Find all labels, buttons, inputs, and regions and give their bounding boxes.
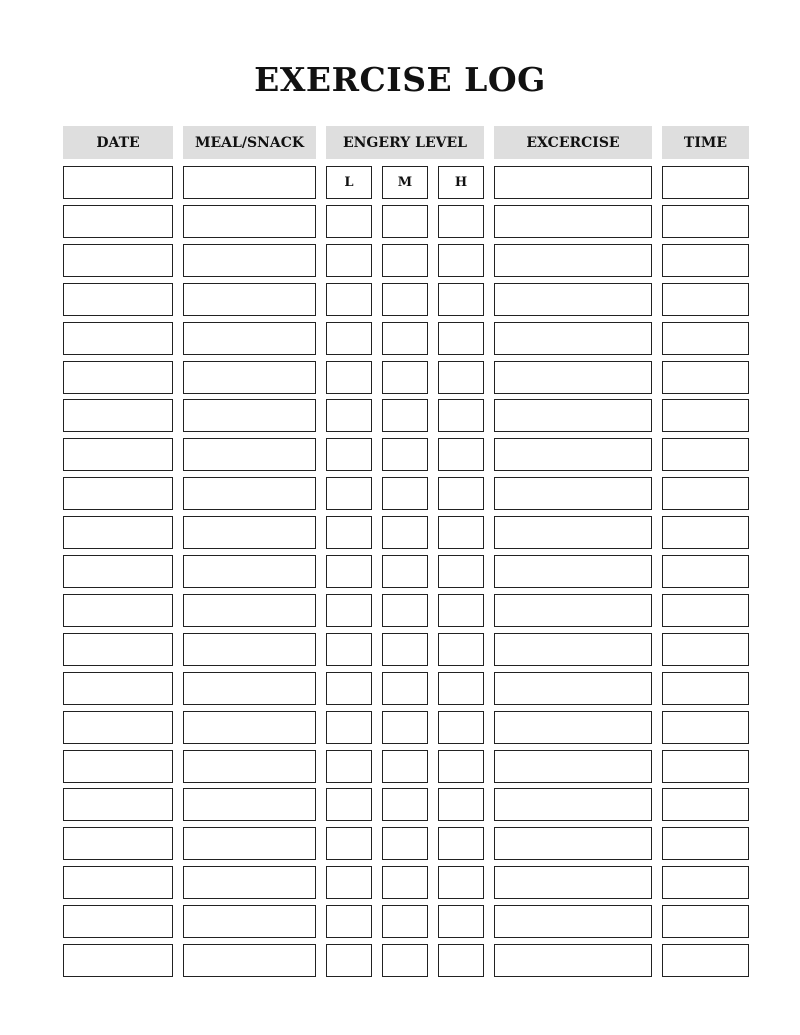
cell-energy-h[interactable] — [438, 244, 484, 277]
cell-energy-m[interactable] — [382, 633, 428, 666]
cell-energy-l[interactable] — [326, 477, 372, 510]
energy-level-label: M — [397, 175, 413, 190]
cell-meal-snack[interactable] — [183, 711, 316, 744]
cell-meal-snack[interactable] — [183, 827, 316, 860]
header-energy-level: ENGERY LEVEL — [326, 126, 484, 159]
cell-energy-m[interactable] — [382, 555, 428, 588]
cell-meal-snack[interactable] — [183, 205, 316, 238]
cell-energy-l[interactable] — [326, 322, 372, 355]
cell-date[interactable] — [63, 399, 173, 432]
cell-energy-m[interactable] — [382, 477, 428, 510]
cell-energy-m[interactable] — [382, 944, 428, 977]
cell-energy-h[interactable] — [438, 322, 484, 355]
cell-exercise[interactable] — [494, 827, 652, 860]
cell-energy-m[interactable] — [382, 205, 428, 238]
cell-meal-snack[interactable] — [183, 166, 316, 199]
cell-exercise[interactable] — [494, 750, 652, 783]
cell-energy-m[interactable] — [382, 750, 428, 783]
energy-level-label: H — [454, 175, 468, 190]
header-exercise: EXCERCISE — [494, 126, 652, 159]
cell-exercise[interactable] — [494, 322, 652, 355]
cell-exercise[interactable] — [494, 594, 652, 627]
cell-energy-l[interactable] — [326, 788, 372, 821]
cell-energy-h[interactable] — [438, 516, 484, 549]
cell-energy-h[interactable] — [438, 711, 484, 744]
cell-time[interactable] — [662, 244, 749, 277]
cell-meal-snack[interactable] — [183, 399, 316, 432]
cell-time[interactable] — [662, 166, 749, 199]
cell-date[interactable] — [63, 166, 173, 199]
cell-time[interactable] — [662, 516, 749, 549]
cell-time[interactable] — [662, 905, 749, 938]
cell-meal-snack[interactable] — [183, 672, 316, 705]
cell-time[interactable] — [662, 477, 749, 510]
header-date: DATE — [63, 126, 173, 159]
cell-meal-snack[interactable] — [183, 866, 316, 899]
cell-energy-l[interactable] — [326, 283, 372, 316]
cell-meal-snack[interactable] — [183, 594, 316, 627]
cell-energy-m[interactable] — [382, 516, 428, 549]
cell-energy-l[interactable] — [326, 399, 372, 432]
cell-energy-m[interactable] — [382, 283, 428, 316]
cell-energy-l[interactable] — [326, 516, 372, 549]
cell-time[interactable] — [662, 283, 749, 316]
cell-exercise[interactable] — [494, 399, 652, 432]
cell-date[interactable] — [63, 322, 173, 355]
cell-time[interactable] — [662, 322, 749, 355]
cell-energy-l[interactable] — [326, 672, 372, 705]
page-title: EXERCISE LOG — [254, 60, 546, 99]
cell-meal-snack[interactable] — [183, 361, 316, 394]
cell-energy-m[interactable] — [382, 827, 428, 860]
cell-time[interactable] — [662, 633, 749, 666]
cell-energy-m[interactable] — [382, 788, 428, 821]
cell-energy-m[interactable] — [382, 594, 428, 627]
cell-time[interactable] — [662, 788, 749, 821]
cell-date[interactable] — [63, 477, 173, 510]
cell-meal-snack[interactable] — [183, 905, 316, 938]
cell-meal-snack[interactable] — [183, 750, 316, 783]
cell-time[interactable] — [662, 866, 749, 899]
cell-time[interactable] — [662, 827, 749, 860]
cell-date[interactable] — [63, 205, 173, 238]
cell-exercise[interactable] — [494, 672, 652, 705]
cell-energy-h[interactable] — [438, 477, 484, 510]
cell-energy-m[interactable] — [382, 711, 428, 744]
cell-energy-m[interactable] — [382, 361, 428, 394]
cell-energy-h[interactable] — [438, 283, 484, 316]
cell-time[interactable] — [662, 361, 749, 394]
cell-energy-l[interactable] — [326, 944, 372, 977]
cell-meal-snack[interactable] — [183, 283, 316, 316]
cell-energy-h[interactable] — [438, 866, 484, 899]
cell-energy-h[interactable] — [438, 205, 484, 238]
cell-date[interactable] — [63, 711, 173, 744]
cell-energy-m[interactable] — [382, 244, 428, 277]
cell-exercise[interactable] — [494, 283, 652, 316]
cell-energy-l[interactable] — [326, 594, 372, 627]
cell-meal-snack[interactable] — [183, 788, 316, 821]
cell-time[interactable] — [662, 594, 749, 627]
cell-energy-l[interactable] — [326, 866, 372, 899]
cell-date[interactable] — [63, 866, 173, 899]
header-time: TIME — [662, 126, 749, 159]
cell-energy-h[interactable] — [438, 672, 484, 705]
cell-time[interactable] — [662, 438, 749, 471]
cell-time[interactable] — [662, 750, 749, 783]
cell-date[interactable] — [63, 944, 173, 977]
cell-energy-h[interactable] — [438, 827, 484, 860]
cell-energy-h[interactable] — [438, 399, 484, 432]
cell-energy-m[interactable] — [382, 438, 428, 471]
cell-time[interactable] — [662, 672, 749, 705]
cell-exercise[interactable] — [494, 788, 652, 821]
cell-energy-h[interactable] — [438, 438, 484, 471]
cell-date[interactable] — [63, 438, 173, 471]
cell-exercise[interactable] — [494, 438, 652, 471]
cell-energy-l[interactable] — [326, 711, 372, 744]
cell-time[interactable] — [662, 555, 749, 588]
cell-energy-h[interactable] — [438, 750, 484, 783]
cell-energy-l[interactable] — [326, 750, 372, 783]
cell-date[interactable] — [63, 827, 173, 860]
cell-date[interactable] — [63, 555, 173, 588]
cell-date[interactable] — [63, 750, 173, 783]
cell-energy-m[interactable] — [382, 905, 428, 938]
cell-date[interactable] — [63, 244, 173, 277]
cell-time[interactable] — [662, 711, 749, 744]
cell-date[interactable] — [63, 516, 173, 549]
cell-exercise[interactable] — [494, 516, 652, 549]
cell-energy-m[interactable] — [382, 866, 428, 899]
cell-meal-snack[interactable] — [183, 516, 316, 549]
cell-exercise[interactable] — [494, 361, 652, 394]
cell-energy-h[interactable] — [438, 555, 484, 588]
cell-energy-h[interactable] — [438, 788, 484, 821]
cell-date[interactable] — [63, 788, 173, 821]
cell-energy-h[interactable] — [438, 905, 484, 938]
cell-energy-l[interactable] — [326, 827, 372, 860]
cell-energy-h[interactable] — [438, 633, 484, 666]
cell-meal-snack[interactable] — [183, 555, 316, 588]
cell-meal-snack[interactable] — [183, 477, 316, 510]
cell-energy-h[interactable] — [438, 594, 484, 627]
cell-exercise[interactable] — [494, 166, 652, 199]
cell-energy-l[interactable] — [326, 244, 372, 277]
cell-energy-l[interactable] — [326, 905, 372, 938]
cell-exercise[interactable] — [494, 477, 652, 510]
cell-meal-snack[interactable] — [183, 438, 316, 471]
cell-date[interactable] — [63, 594, 173, 627]
cell-energy-m[interactable] — [382, 399, 428, 432]
cell-energy-l[interactable] — [326, 555, 372, 588]
cell-date[interactable] — [63, 672, 173, 705]
energy-level-label: L — [344, 175, 354, 190]
cell-meal-snack[interactable] — [183, 244, 316, 277]
cell-date[interactable] — [63, 361, 173, 394]
cell-energy-l[interactable] — [326, 633, 372, 666]
cell-exercise[interactable] — [494, 711, 652, 744]
cell-energy-h[interactable] — [438, 944, 484, 977]
cell-energy-m[interactable] — [382, 672, 428, 705]
cell-time[interactable] — [662, 944, 749, 977]
cell-energy-l[interactable] — [326, 205, 372, 238]
cell-exercise[interactable] — [494, 555, 652, 588]
cell-exercise[interactable] — [494, 944, 652, 977]
header-meal-snack: MEAL/SNACK — [183, 126, 316, 159]
cell-exercise[interactable] — [494, 905, 652, 938]
cell-meal-snack[interactable] — [183, 633, 316, 666]
cell-meal-snack[interactable] — [183, 944, 316, 977]
cell-exercise[interactable] — [494, 205, 652, 238]
cell-exercise[interactable] — [494, 866, 652, 899]
cell-exercise[interactable] — [494, 244, 652, 277]
cell-energy-l[interactable] — [326, 438, 372, 471]
cell-time[interactable] — [662, 205, 749, 238]
cell-date[interactable] — [63, 905, 173, 938]
cell-meal-snack[interactable] — [183, 322, 316, 355]
cell-energy-l[interactable] — [326, 361, 372, 394]
cell-energy-h[interactable] — [438, 361, 484, 394]
cell-energy-m[interactable] — [382, 322, 428, 355]
cell-exercise[interactable] — [494, 633, 652, 666]
cell-time[interactable] — [662, 399, 749, 432]
cell-date[interactable] — [63, 633, 173, 666]
cell-date[interactable] — [63, 283, 173, 316]
